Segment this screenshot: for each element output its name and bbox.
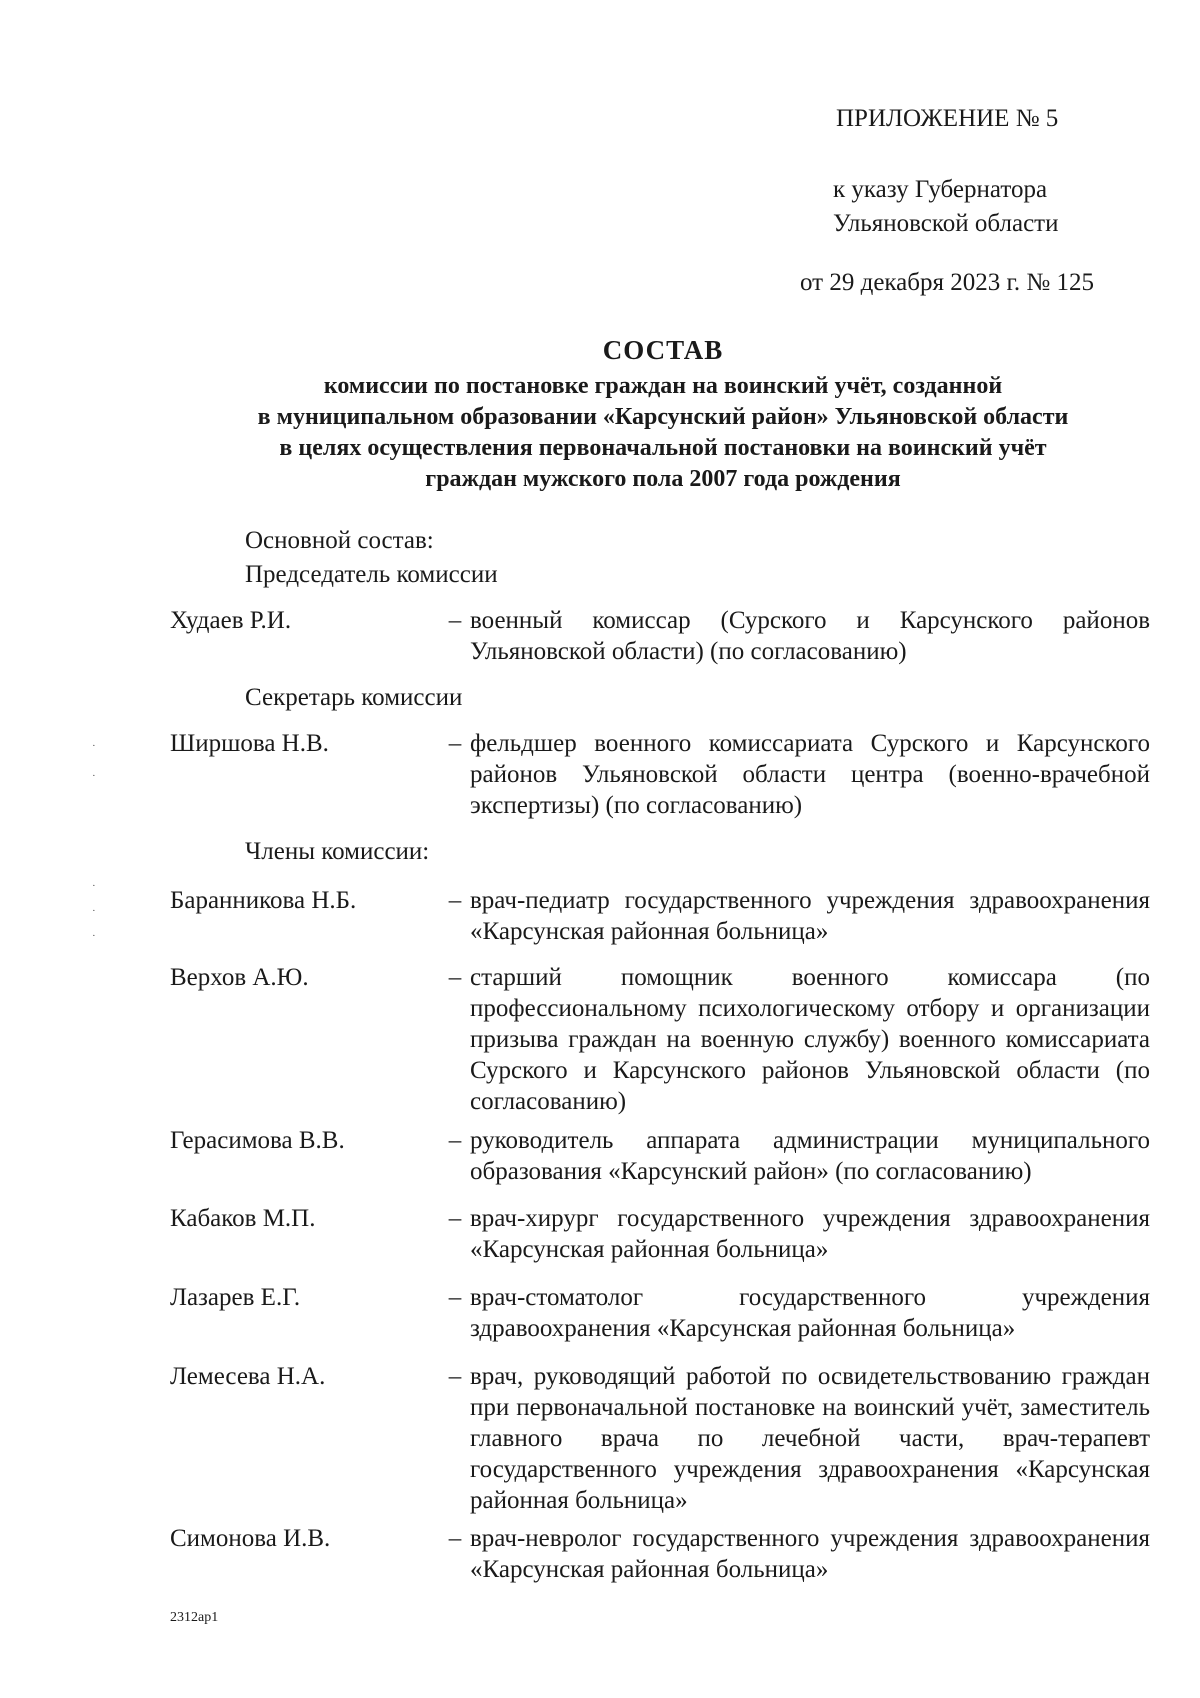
member-dash: – (448, 1127, 462, 1154)
member-name: Худаев Р.И. (170, 607, 292, 634)
member-position: военный комиссар (Сурского и Карсунского районов Ульяновской области) (по согласованию) (470, 607, 1150, 665)
member-entry (170, 885, 1150, 947)
member-position: фельдшер военного комиссариата Сурского и Карсунского районов Ульяновской области центра (военно-врачебной экспертизы) (по согласованию) (470, 730, 1150, 819)
member-name: Лазарев Е.Г. (170, 1284, 301, 1311)
document-subtitle (0, 371, 1200, 495)
member-name: Симонова И.В. (170, 1525, 331, 1552)
member-dash: – (448, 887, 462, 914)
member-dash: – (448, 964, 462, 991)
member-dash: – (448, 730, 462, 757)
member-dash: – (448, 1205, 462, 1232)
subtitle-line2: в муниципальном образовании «Карсунский район» Ульяновской области (257, 404, 1069, 430)
member-entry (170, 1203, 1150, 1265)
member-entry (170, 1523, 1150, 1585)
member-name: Баранникова Н.Б. (170, 887, 357, 914)
member-dash: – (448, 1284, 462, 1311)
section-members: Члены комиссии: (245, 838, 430, 865)
member-position: врач, руководящий работой по освидетельствованию граждан при первоначальной постановке на воинский учёт, заместитель главного врача по лечебной части, врач-терапевт государственного учреждения здравоохранения «Карсунская районная больница» (470, 1363, 1150, 1514)
member-position: врач-невролог государственного учреждения здравоохранения «Карсунская районная больница» (470, 1525, 1150, 1583)
section-main-composition: Основной состав: (245, 527, 434, 554)
subtitle-line4: граждан мужского пола 2007 года рождения (425, 466, 901, 492)
member-name: Верхов А.Ю. (170, 964, 309, 991)
member-position: врач-хирург государственного учреждения здравоохранения «Карсунская районная больница» (470, 1205, 1150, 1263)
member-dash: – (448, 607, 462, 634)
member-position: врач-стоматолог государственного учреждения здравоохранения «Карсунская районная больница» (470, 1284, 1150, 1342)
scan-speck: · (92, 740, 96, 752)
scan-speck: · (92, 930, 96, 942)
subtitle-line1: комиссии по постановке граждан на воинский учёт, созданной (323, 373, 1003, 399)
scan-speck: · (92, 770, 96, 782)
decree-reference-line2: Ульяновской области (833, 210, 1059, 237)
member-name: Герасимова В.В. (170, 1127, 345, 1154)
member-dash: – (448, 1363, 462, 1390)
member-entry (170, 728, 1150, 821)
member-entry (170, 605, 1150, 667)
document-title: СОСТАВ (602, 335, 724, 365)
scan-speck: · (92, 880, 96, 892)
member-entry (170, 1282, 1150, 1344)
decree-date: от 29 декабря 2023 г. № 125 (800, 269, 1095, 296)
member-name: Ширшова Н.В. (170, 730, 329, 757)
subtitle-line3: в целях осуществления первоначальной постановки на воинский учёт (279, 435, 1047, 461)
member-entry (170, 1125, 1150, 1187)
section-secretary: Секретарь комиссии (245, 684, 463, 711)
document-code: 2312ap1 (170, 1610, 219, 1625)
decree-reference-line1: к указу Губернатора (833, 176, 1048, 203)
member-position: врач-педиатр государственного учреждения здравоохранения «Карсунская районная больница» (470, 887, 1150, 945)
scan-speck: · (92, 905, 96, 917)
appendix-number: ПРИЛОЖЕНИЕ № 5 (836, 105, 1059, 132)
member-name: Кабаков М.П. (170, 1205, 316, 1232)
section-chairman: Председатель комиссии (245, 561, 498, 588)
member-dash: – (448, 1525, 462, 1552)
member-position: старший помощник военного комиссара (по профессиональному психологическому отбору и организации призыва граждан на военную службу) военного комиссариата Сурского и Карсунского районов Ульяновской области (по согласованию) (470, 964, 1150, 1115)
member-position: руководитель аппарата администрации муниципального образования «Карсунский район» (по согласованию) (470, 1127, 1150, 1185)
member-name: Лемесева Н.А. (170, 1363, 326, 1390)
decree-reference (833, 173, 1058, 241)
member-entry (170, 962, 1150, 1117)
member-entry (170, 1361, 1150, 1516)
